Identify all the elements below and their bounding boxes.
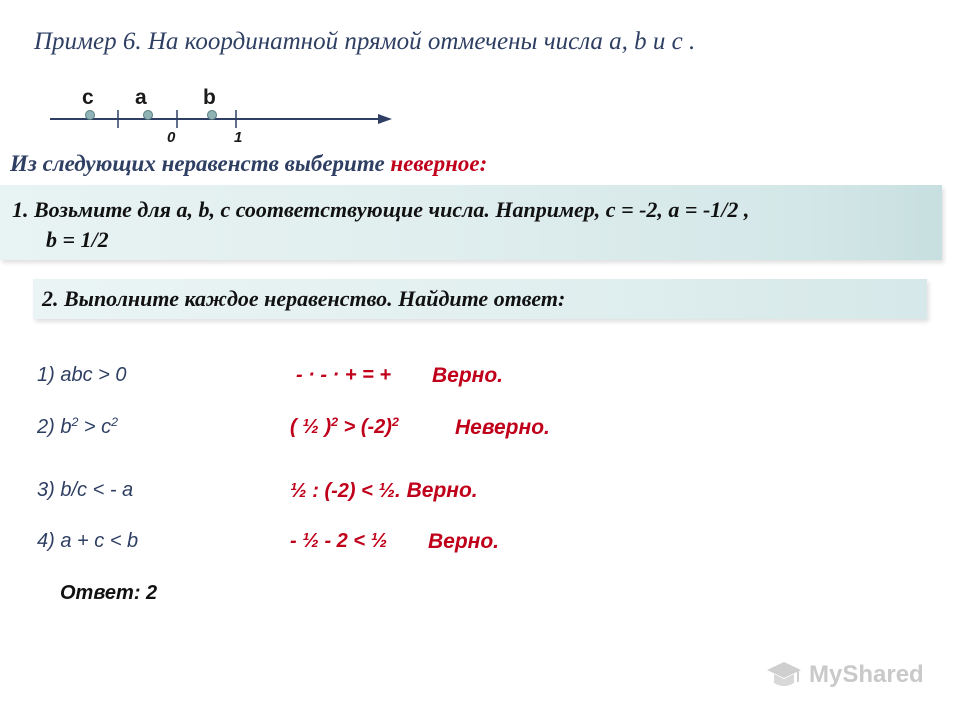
row2-calc-exponent2: 2 bbox=[391, 415, 399, 430]
step1-text bbox=[12, 195, 749, 255]
row3-verdict: Верно. bbox=[406, 479, 478, 502]
step1-line2: b = 1/2 bbox=[46, 227, 109, 252]
slide-title: Пример 6. На координатной прямой отмечены числа a, b и c . bbox=[34, 28, 696, 55]
row2-calc-exponent1: 2 bbox=[331, 415, 339, 430]
task-prompt bbox=[10, 151, 487, 177]
row2-calc-mid: > (-2) bbox=[338, 416, 392, 438]
row3-calc-text: ½ : (-2) < ½. bbox=[290, 480, 401, 502]
row2-expr-prefix: 2) b bbox=[37, 416, 72, 438]
label-b: b bbox=[203, 86, 216, 109]
row3-calculation bbox=[290, 479, 478, 503]
row3-expression: 3) b/c < - a bbox=[37, 479, 134, 501]
point-a bbox=[144, 111, 153, 120]
step2-text: 2. Выполните каждое неравенство. Найдите ответ: bbox=[42, 286, 566, 311]
point-b bbox=[208, 111, 217, 120]
answer-text: Ответ: 2 bbox=[60, 582, 158, 604]
label-a: a bbox=[135, 86, 147, 109]
row2-calculation bbox=[290, 416, 399, 439]
row2-calc-prefix: ( ½ ) bbox=[290, 416, 332, 438]
row2-verdict: Неверно. bbox=[455, 416, 550, 439]
row4-calculation: - ½ - 2 < ½ bbox=[290, 530, 388, 552]
row2-expr-exponent2: 2 bbox=[111, 415, 119, 430]
point-c bbox=[86, 111, 95, 120]
mortarboard-icon bbox=[765, 659, 803, 691]
prompt-highlight: неверное: bbox=[390, 151, 488, 176]
row1-expression: 1) abc > 0 bbox=[37, 364, 127, 386]
step1-line1: 1. Возьмите для a, b, c соответствующие числа. Например, c = -2, a = -1/2 , bbox=[12, 197, 750, 222]
row1-verdict: Верно. bbox=[432, 364, 504, 387]
number-line bbox=[40, 80, 400, 150]
label-c: c bbox=[82, 86, 94, 109]
watermark-text: MyShared bbox=[809, 661, 924, 688]
row4-expression: 4) a + c < b bbox=[37, 530, 139, 552]
row4-verdict: Верно. bbox=[428, 530, 500, 553]
tick-label-zero: 0 bbox=[167, 129, 176, 146]
number-line-arrow-icon bbox=[378, 114, 392, 124]
row2-expr-mid: > c bbox=[78, 416, 112, 438]
row2-expr-exponent1: 2 bbox=[71, 415, 79, 430]
row2-expression bbox=[37, 416, 118, 439]
row1-calculation: - · - · + = + bbox=[296, 364, 392, 386]
tick-label-one: 1 bbox=[234, 129, 243, 146]
watermark-logo bbox=[765, 655, 924, 695]
prompt-text: Из следующих неравенств выберите bbox=[10, 151, 391, 176]
